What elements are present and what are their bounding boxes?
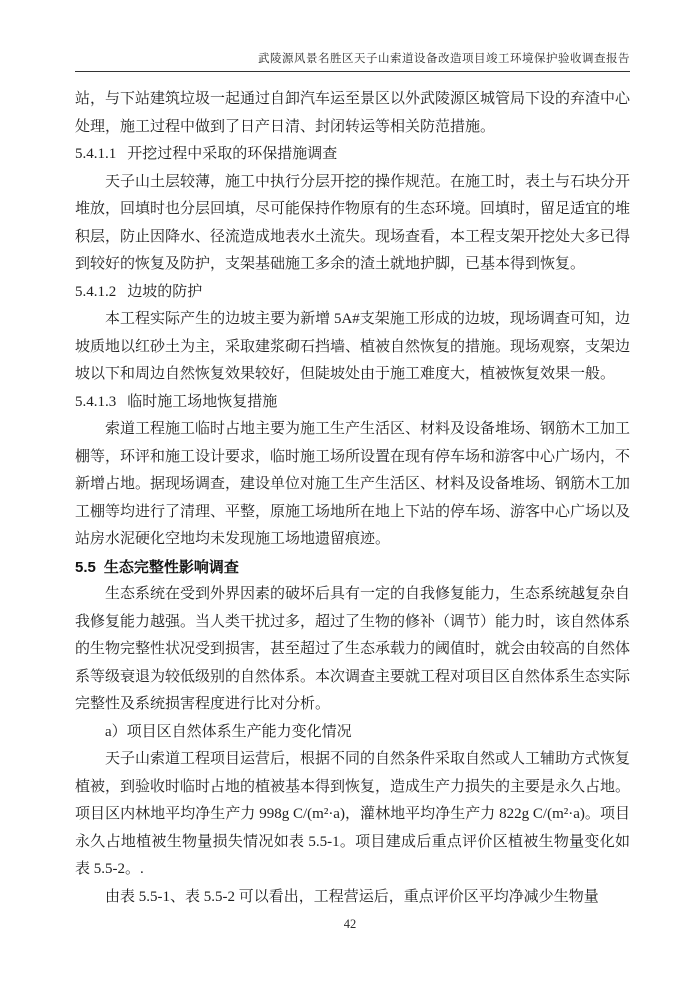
section-number: 5.4.1.3 bbox=[75, 393, 117, 410]
paragraph-excavation-measures: 天子山土层较薄，施工中执行分层开挖的操作规范。在施工时，表土与石块分开堆放，回填时也分层回填，尽可能保持作物原有的生态环境。回填时，留足适宜的堆积层，防止因降水、径流造成地表水土流失。现场查看，本工程支架开挖处大多已得到较好的恢复及防护，支架基础施工多余的渣土就地护脚，已基本得到恢复。 bbox=[75, 173, 631, 272]
list-item-a: a）项目区自然体系生产能力变化情况 bbox=[105, 723, 352, 740]
header-title: 武陵源风景名胜区天子山索道设备改造项目竣工环境保护验收调查报告 bbox=[258, 53, 630, 65]
section-title: 临时施工场地恢复措施 bbox=[127, 393, 278, 410]
paragraph-continuation: 站，与下站建筑垃圾一起通过自卸汽车运至景区以外武陵源区城管局下设的弃渣中心处理，施工过程中做到了日产日清、封闭转运等相关防范措施。 bbox=[75, 91, 631, 135]
paragraph-biomass-conclusion: 由表 5.5-1、表 5.5-2 可以看出，工程营运后，重点评价区平均净减少生物量 bbox=[105, 888, 599, 905]
paragraph-productivity-change: 天子山索道工程项目运营后，根据不同的自然条件采取自然或人工辅助方式恢复植被，到验收时临时占地的植被基本得到恢复，造成生产力损失的主要是永久占地。项目区内林地平均净生产力 998g C/(m²·a)，灌林地平均净生产力 822g C/(m²·a)。项目永久占地植被生物量损失情况如表 5.5-1。项目建成后重点评价区植被生物量变化如表 5.5-2。. bbox=[75, 751, 631, 877]
paragraph-temporary-site-restoration: 索道工程施工临时占地主要为施工生产生活区、材料及设备堆场、钢筋木工加工棚等，环评和施工设计要求，临时施工场所设置在现有停车场和游客中心广场内，不新增占地。据现场调查，建设单位对施工生产生活区、材料及设备堆场、钢筋木工加工棚等均进行了清理、平整，原施工场地所在地上下站的停车场、游客中心广场以及站房水泥硬化空地均未发现施工场地遗留痕迹。 bbox=[75, 421, 631, 547]
paragraph-ecosystem-integrity: 生态系统在受到外界因素的破坏后具有一定的自我修复能力，生态系统越复杂自我修复能力越强。当人类干扰过多，超过了生物的修补（调节）能力时，该自然体系的生物完整性状况受到损害，甚至超过了生态承载力的阈值时，就会由较高的自然体系等级衰退为较低级别的自然体系。本次调查主要就工程对项目区自然体系生态实际完整性及系统损害程度进行比对分析。 bbox=[75, 586, 631, 712]
page-footer bbox=[0, 917, 700, 932]
section-title: 生态完整性影响调查 bbox=[103, 558, 239, 576]
section-heading-55 bbox=[75, 554, 630, 582]
paragraph-slope-protection: 本工程实际产生的边坡主要为新增 5A#支架施工形成的边坡，现场调查可知，边坡质地以红砂土为主，采取建浆砌石挡墙、植被自然恢复的措施。现场观察，支架边坡以下和周边自然恢复效果较好，但陡坡处由于施工难度大，植被恢复效果一般。 bbox=[75, 311, 631, 382]
section-number: 5.4.1.1 bbox=[75, 146, 117, 162]
document-body bbox=[75, 86, 630, 911]
page-header bbox=[75, 50, 630, 72]
section-number: 5.5 bbox=[75, 558, 96, 576]
section-number: 5.4.1.2 bbox=[75, 283, 117, 300]
section-title: 边坡的防护 bbox=[127, 283, 203, 300]
section-heading-5411 bbox=[75, 141, 630, 169]
page-number: 42 bbox=[343, 917, 357, 931]
section-title: 开挖过程中采取的环保措施调查 bbox=[127, 146, 338, 162]
section-heading-5413 bbox=[75, 389, 630, 417]
section-heading-5412 bbox=[75, 279, 630, 307]
